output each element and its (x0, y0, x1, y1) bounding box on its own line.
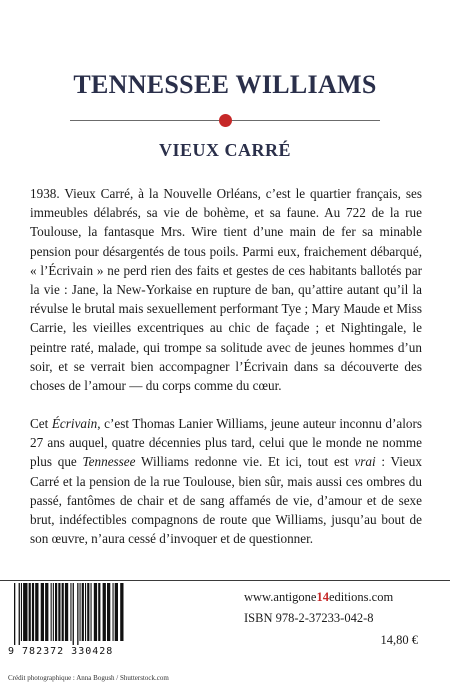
bottom-rule (0, 580, 450, 581)
p2-text-1: Cet (30, 416, 52, 431)
site-highlight: 14 (316, 590, 329, 604)
blurb-paragraph-1: 1938. Vieux Carré, à la Nouvelle Orléans, c’est le quartier français, ses immeubles délabrés, sa vie de bohème, et sa faune. Au 722 de la rue Toulouse, la fantasque Mrs. Wire tient d’une main de fer sa minable pension pour désargentés de tous poils. Parmi eux, fraichement débarqué, « l’Écrivain » ne perd rien des faits et gestes de ces habitants ballotés par la vie : Jane, la New-Yorkaise en rupture de ban, qu’attire autant qu’il la révulse le brutal mais sexuellement performant Tye ; Mary Maude et Miss Carrie, les vieilles excentriques au chic de façade ; et Nightingale, le peintre raté, malade, qui trompe sa solitude avec de jeunes hommes d’un soir, et se verrait bien accompagner l’Écrivain dans sa découverte des choses de l’amour — du corps comme du cœur. (30, 186, 422, 394)
p2-text-4: : Vieux Carré et la pension de la rue Toulouse, bien sûr, mais aussi ces ombres du passé, fantômes de chair et de sang affamés de vie, d’amour et de sexe brut, indéfectibles compagnons de route que Williams, jusqu’au bout de son œuvre, n’aura cessé d’invoquer et de questionner. (30, 454, 422, 547)
publisher-website[interactable] (244, 590, 393, 605)
red-dot-ornament (219, 114, 232, 127)
photo-credit: Crédit photographique : Anna Bogush / Shutterstock.com (8, 674, 169, 682)
title-divider (0, 114, 450, 128)
book-title: VIEUX CARRÉ (158, 140, 291, 160)
p2-italic-ecrivain: Écrivain (51, 416, 98, 431)
price: 14,80 € (380, 633, 418, 647)
p2-italic-tennessee: Tennessee (82, 454, 136, 470)
isbn: ISBN 978-2-37233-042-8 (244, 611, 374, 625)
p2-italic-vrai: vrai (354, 454, 376, 470)
blurb-paragraph-2 (30, 414, 422, 548)
site-suffix: editions.com (328, 590, 394, 604)
p2-text-3: Williams redonne vie. Et ici, tout est (135, 454, 355, 470)
site-prefix: www.antigone (244, 590, 317, 604)
barcode-number: 9 782372 330428 (8, 646, 114, 657)
p2-text-2: , c’est Thomas Lanier Williams, jeune auteur inconnu d’alors 27 ans auquel, quatre décennies plus tard, celui que le monde ne nomme plus que (30, 416, 422, 470)
author-name: TENNESSEE WILLIAMS (73, 70, 377, 99)
